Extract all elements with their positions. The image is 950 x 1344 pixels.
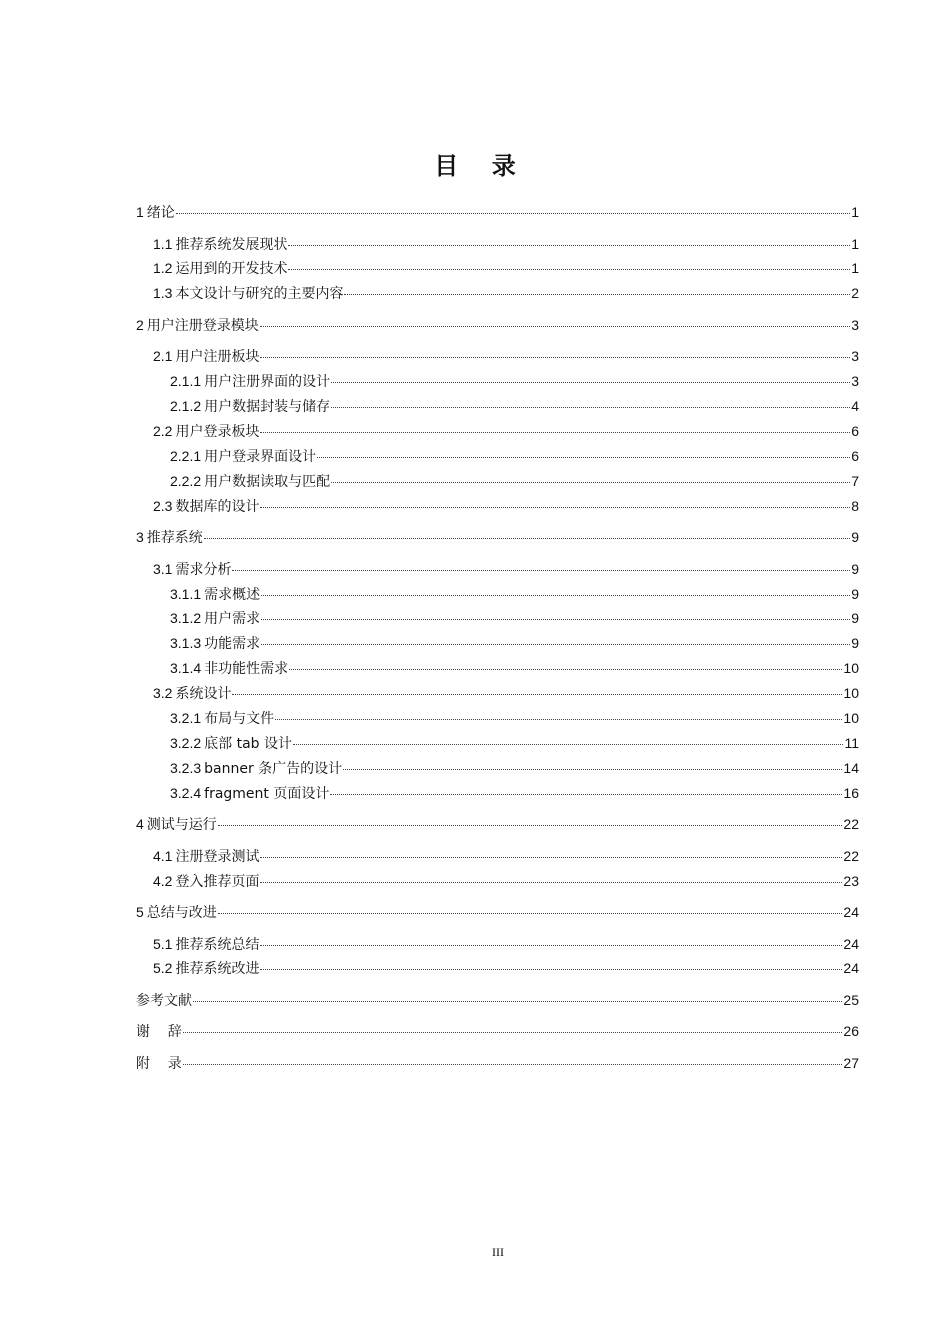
toc-entry-title: 绪论 bbox=[146, 205, 175, 221]
toc-entry-title: 底部 tab 设计 bbox=[204, 735, 292, 752]
toc-entry-number: 3.1.4 bbox=[170, 660, 202, 677]
toc-entry-title: 推荐系统 bbox=[146, 530, 203, 547]
toc-entry[interactable] bbox=[136, 782, 859, 804]
toc-entry-page: 6 bbox=[851, 422, 859, 439]
toc-entry-page: 11 bbox=[844, 734, 859, 751]
toc-entry-number: 2.1.1 bbox=[170, 373, 202, 390]
toc-entry-number: 1.3 bbox=[153, 285, 173, 302]
toc-entry-page: 24 bbox=[843, 960, 859, 977]
toc-entry-page: 9 bbox=[851, 635, 859, 652]
toc-entry-number: 2.1 bbox=[153, 348, 173, 365]
toc-entry-number: 2.2 bbox=[153, 422, 173, 439]
toc-entry-page: 9 bbox=[851, 560, 859, 577]
toc-entry-page: 10 bbox=[843, 709, 859, 726]
dot-leader bbox=[260, 343, 850, 358]
toc-entry-title: 推荐系统发展现状 bbox=[175, 236, 288, 253]
toc-entry[interactable] bbox=[136, 370, 859, 392]
toc-title: 目 录 bbox=[434, 151, 516, 180]
toc-entry-page: 3 bbox=[851, 316, 859, 333]
toc-entry[interactable] bbox=[136, 607, 859, 629]
toc-entry-number: 1 bbox=[136, 204, 144, 220]
toc-entry[interactable] bbox=[136, 657, 859, 679]
toc-entry-title: banner 条广告的设计 bbox=[204, 760, 343, 777]
toc-entry-page: 6 bbox=[851, 447, 859, 464]
dot-leader bbox=[183, 1050, 843, 1065]
toc-entry-title: 用户数据封装与储存 bbox=[204, 399, 331, 416]
toc-entry-page: 14 bbox=[843, 759, 859, 776]
toc-entry-page: 1 bbox=[851, 204, 859, 220]
toc-entry-title: 非功能性需求 bbox=[204, 661, 289, 678]
toc-entry[interactable] bbox=[136, 345, 859, 367]
toc-entry-number: 3.2.2 bbox=[170, 734, 202, 751]
toc-entry-number: 2.1.2 bbox=[170, 398, 202, 415]
toc-entry[interactable] bbox=[136, 870, 859, 892]
table-of-contents bbox=[136, 201, 859, 1077]
dot-leader bbox=[261, 630, 850, 645]
toc-entry-title: 运用到的开发技术 bbox=[175, 261, 288, 278]
toc-entry-page: 9 bbox=[851, 610, 859, 627]
toc-entry-page: 9 bbox=[851, 585, 859, 602]
toc-entry-title: fragment 页面设计 bbox=[204, 785, 330, 802]
toc-entry-title: 用户注册板块 bbox=[175, 349, 260, 366]
dot-leader bbox=[232, 556, 850, 571]
dot-leader bbox=[183, 1018, 843, 1033]
toc-entry-title: 注册登录测试 bbox=[175, 848, 260, 865]
toc-entry-title: 系统设计 bbox=[175, 686, 232, 703]
dot-leader bbox=[260, 955, 842, 970]
toc-entry-number: 3.2.3 bbox=[170, 759, 202, 776]
toc-entry-number: 1.2 bbox=[153, 260, 173, 277]
toc-entry[interactable] bbox=[136, 495, 859, 517]
toc-entry[interactable] bbox=[136, 813, 859, 835]
toc-entry-page: 10 bbox=[843, 660, 859, 677]
toc-entry-title: 布局与文件 bbox=[204, 710, 275, 727]
dot-leader bbox=[260, 868, 842, 883]
toc-entry[interactable] bbox=[136, 233, 859, 255]
toc-entry-page: 24 bbox=[843, 935, 859, 952]
dot-leader bbox=[260, 312, 850, 327]
dot-leader bbox=[204, 524, 850, 539]
toc-entry-page: 1 bbox=[851, 260, 859, 277]
toc-entry[interactable] bbox=[136, 933, 859, 955]
toc-entry-page: 3 bbox=[851, 373, 859, 390]
toc-entry-number: 5.1 bbox=[153, 935, 173, 952]
toc-entry[interactable] bbox=[136, 707, 859, 729]
toc-entry[interactable] bbox=[136, 558, 859, 580]
toc-entry[interactable] bbox=[136, 314, 859, 336]
toc-entry[interactable] bbox=[136, 757, 859, 779]
dot-leader bbox=[317, 443, 850, 458]
toc-entry-page: 1 bbox=[851, 235, 859, 252]
toc-entry-title: 用户数据读取与匹配 bbox=[204, 473, 331, 490]
toc-entry-number: 3.1.1 bbox=[170, 585, 202, 602]
dot-leader bbox=[218, 811, 843, 826]
toc-entry-page: 27 bbox=[843, 1054, 859, 1071]
toc-entry-number: 4.2 bbox=[153, 872, 173, 889]
toc-entry[interactable] bbox=[136, 732, 859, 754]
toc-entry[interactable] bbox=[136, 201, 859, 223]
toc-entry-title: 登入推荐页面 bbox=[175, 873, 260, 890]
toc-entry-number: 5.2 bbox=[153, 960, 173, 977]
toc-entry-number: 3.2 bbox=[153, 685, 173, 702]
dot-leader bbox=[260, 493, 850, 508]
dot-leader bbox=[289, 655, 842, 670]
toc-entry[interactable] bbox=[136, 682, 859, 704]
dot-leader bbox=[260, 843, 842, 858]
toc-entry-title: 需求分析 bbox=[175, 561, 232, 578]
toc-entry[interactable] bbox=[136, 257, 859, 279]
dot-leader bbox=[288, 231, 850, 246]
toc-entry-title: 推荐系统改进 bbox=[175, 961, 260, 978]
toc-entry-number: 3.1.3 bbox=[170, 635, 202, 652]
toc-entry-title: 用户注册登录模块 bbox=[146, 317, 259, 334]
dot-leader bbox=[218, 899, 843, 914]
dot-leader bbox=[331, 393, 850, 408]
toc-entry[interactable] bbox=[136, 583, 859, 605]
toc-entry-page: 22 bbox=[843, 847, 859, 864]
toc-entry-number: 4 bbox=[136, 816, 144, 833]
toc-entry-title: 附 录 bbox=[136, 1055, 182, 1072]
toc-entry-title: 测试与运行 bbox=[146, 817, 217, 834]
toc-entry-title: 谢 辞 bbox=[136, 1024, 182, 1041]
toc-entry-number: 3.1 bbox=[153, 560, 173, 577]
toc-entry-page: 26 bbox=[843, 1023, 859, 1040]
toc-entry-page: 9 bbox=[851, 529, 859, 546]
toc-entry[interactable] bbox=[136, 470, 859, 492]
toc-entry-title: 参考文献 bbox=[136, 992, 192, 1009]
toc-entry[interactable] bbox=[136, 526, 859, 548]
toc-entry-number: 2.2.2 bbox=[170, 472, 202, 489]
toc-entry-title: 用户登录界面设计 bbox=[204, 448, 317, 465]
toc-entry-page: 23 bbox=[843, 872, 859, 889]
toc-entry-page: 22 bbox=[843, 816, 859, 833]
toc-entry-title: 需求概述 bbox=[204, 586, 261, 603]
toc-entry-number: 2 bbox=[136, 316, 144, 333]
toc-entry[interactable] bbox=[136, 632, 859, 654]
toc-entry-number: 3.2.1 bbox=[170, 709, 202, 726]
toc-entry[interactable] bbox=[136, 989, 859, 1011]
toc-entry[interactable] bbox=[136, 420, 859, 442]
toc-entry-number: 4.1 bbox=[153, 847, 173, 864]
toc-entry-number: 2.2.1 bbox=[170, 447, 202, 464]
dot-leader bbox=[330, 780, 842, 795]
dot-leader bbox=[331, 468, 850, 483]
toc-entry-page: 7 bbox=[851, 472, 859, 489]
toc-entry-title: 用户需求 bbox=[204, 611, 261, 628]
dot-leader bbox=[344, 280, 850, 295]
dot-leader bbox=[260, 931, 842, 946]
dot-leader bbox=[288, 255, 850, 270]
dot-leader bbox=[331, 368, 850, 383]
toc-entry[interactable] bbox=[136, 957, 859, 979]
toc-entry[interactable] bbox=[136, 1052, 859, 1074]
dot-leader bbox=[343, 755, 842, 770]
page-number-footer: III bbox=[492, 1245, 504, 1259]
toc-entry-page: 25 bbox=[843, 991, 859, 1008]
toc-entry-page: 10 bbox=[843, 685, 859, 702]
toc-entry-number: 5 bbox=[136, 904, 144, 921]
dot-leader bbox=[275, 705, 842, 720]
toc-entry-title: 功能需求 bbox=[204, 636, 261, 653]
toc-entry-page: 4 bbox=[851, 398, 859, 415]
toc-entry-number: 3.1.2 bbox=[170, 610, 202, 627]
toc-entry-title: 数据库的设计 bbox=[175, 498, 260, 515]
toc-entry-page: 2 bbox=[851, 285, 859, 302]
toc-entry[interactable] bbox=[136, 445, 859, 467]
toc-entry-page: 8 bbox=[851, 497, 859, 514]
toc-entry-title: 本文设计与研究的主要内容 bbox=[175, 286, 344, 303]
toc-entry[interactable] bbox=[136, 845, 859, 867]
toc-entry-title: 推荐系统总结 bbox=[175, 936, 260, 953]
dot-leader bbox=[261, 605, 850, 620]
toc-entry[interactable] bbox=[136, 1020, 859, 1042]
dot-leader bbox=[176, 199, 850, 214]
toc-entry[interactable] bbox=[136, 282, 859, 304]
toc-entry-number: 3 bbox=[136, 529, 144, 546]
toc-entry-page: 24 bbox=[843, 904, 859, 921]
dot-leader bbox=[261, 581, 850, 596]
dot-leader bbox=[193, 987, 842, 1002]
toc-entry-number: 2.3 bbox=[153, 497, 173, 514]
toc-entry-title: 用户注册界面的设计 bbox=[204, 374, 331, 391]
dot-leader bbox=[293, 730, 843, 745]
toc-entry[interactable] bbox=[136, 901, 859, 923]
toc-entry-page: 16 bbox=[843, 784, 859, 801]
toc-entry-title: 用户登录板块 bbox=[175, 423, 260, 440]
toc-entry[interactable] bbox=[136, 395, 859, 417]
dot-leader bbox=[232, 680, 842, 695]
toc-entry-page: 3 bbox=[851, 348, 859, 365]
toc-entry-number: 1.1 bbox=[153, 235, 173, 252]
toc-entry-title: 总结与改进 bbox=[146, 905, 217, 922]
toc-entry-number: 3.2.4 bbox=[170, 784, 202, 801]
dot-leader bbox=[260, 418, 850, 433]
